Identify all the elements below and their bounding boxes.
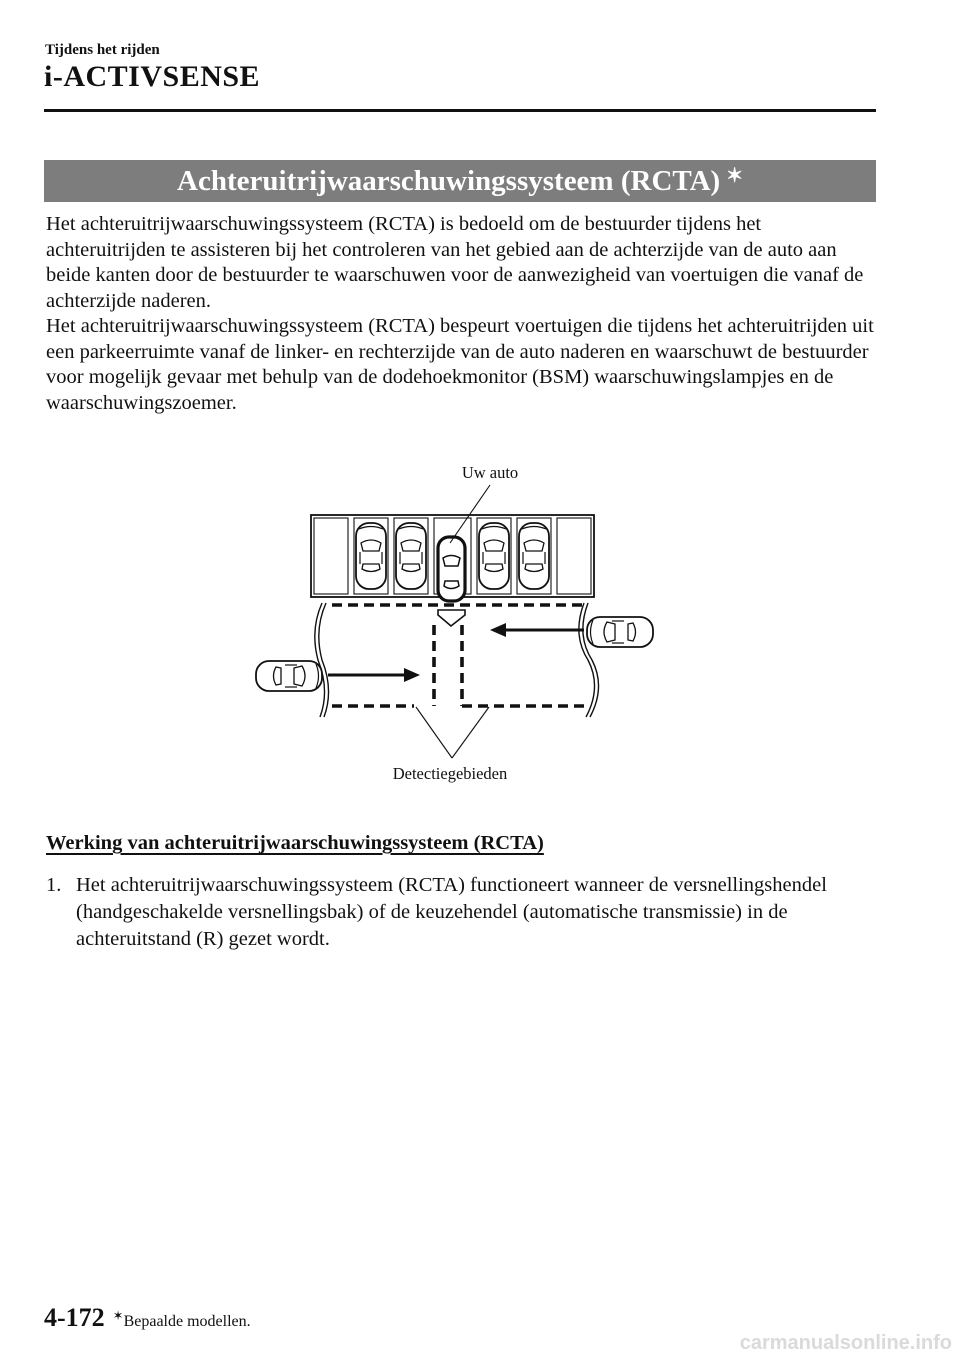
optional-feature-mark: ✶	[726, 164, 743, 187]
watermark: carmanualsonline.info	[739, 1332, 952, 1354]
reverse-arrow-icon	[438, 610, 465, 626]
operation-heading: Werking van achteruitrijwaarschuwingssysteem (RCTA)	[46, 832, 544, 854]
list-item-number: 1.	[46, 874, 62, 896]
footnote-mark: ✶	[112, 1308, 124, 1323]
list-item-text: Het achteruitrijwaarschuwingssysteem (RCTA) functioneert wanneer de versnellingshendel (handgeschakelde versnellingsbak) of de keuzehendel (automatische transmissie) in de achteruitstand (R) gezet wordt.	[76, 874, 827, 950]
own-car-icon	[438, 537, 465, 601]
footnote-text: Bepaalde modellen.	[123, 1313, 251, 1330]
parked-car-icon	[396, 523, 426, 589]
label-detection-areas: Detectiegebieden	[392, 764, 508, 783]
rcta-diagram	[250, 455, 670, 795]
section-title: i-ACTIVSENSE	[44, 60, 261, 93]
page-number: 4-172	[44, 1303, 105, 1332]
list-item	[46, 872, 876, 953]
approaching-car-right-icon	[587, 617, 653, 647]
leader-detection-right	[452, 707, 489, 758]
topic-banner	[44, 160, 876, 202]
chapter-title: Tijdens het rijden	[45, 42, 160, 58]
leader-detection-left	[416, 707, 452, 758]
page-footer	[44, 1303, 251, 1333]
footnote	[112, 1308, 251, 1331]
approaching-car-left-icon	[256, 661, 322, 691]
label-own-car: Uw auto	[461, 463, 519, 482]
road-edge-left	[315, 603, 325, 717]
parked-car-icon	[356, 523, 386, 589]
banner-title: Achteruitrijwaarschuwingssysteem (RCTA)	[177, 164, 721, 197]
detection-paragraph: Het achteruitrijwaarschuwingssysteem (RCTA) bespeurt voertuigen die tijdens het achteruitrijden uit een parkeerruimte vanaf de linker- en rechterzijde van de auto naderen en waarschuwt de bestuurder voor mogelijk gevaar met behulp van de dodehoekmonitor (BSM) waarschuwingslampjes en de waarschuwingszoemer.	[46, 315, 874, 414]
parked-car-icon	[479, 523, 509, 589]
header-rule	[44, 109, 876, 112]
intro-paragraph: Het achteruitrijwaarschuwingssysteem (RCTA) is bedoeld om de bestuurder tijdens het achteruitrijden te assisteren bij het controleren van het gebied aan de achterzijde van de auto aan beide kanten door de bestuurder te waarschuwen voor de aanwezigheid van voertuigen die vanaf de achterzijde naderen.	[46, 213, 864, 312]
parked-car-icon	[519, 523, 549, 589]
